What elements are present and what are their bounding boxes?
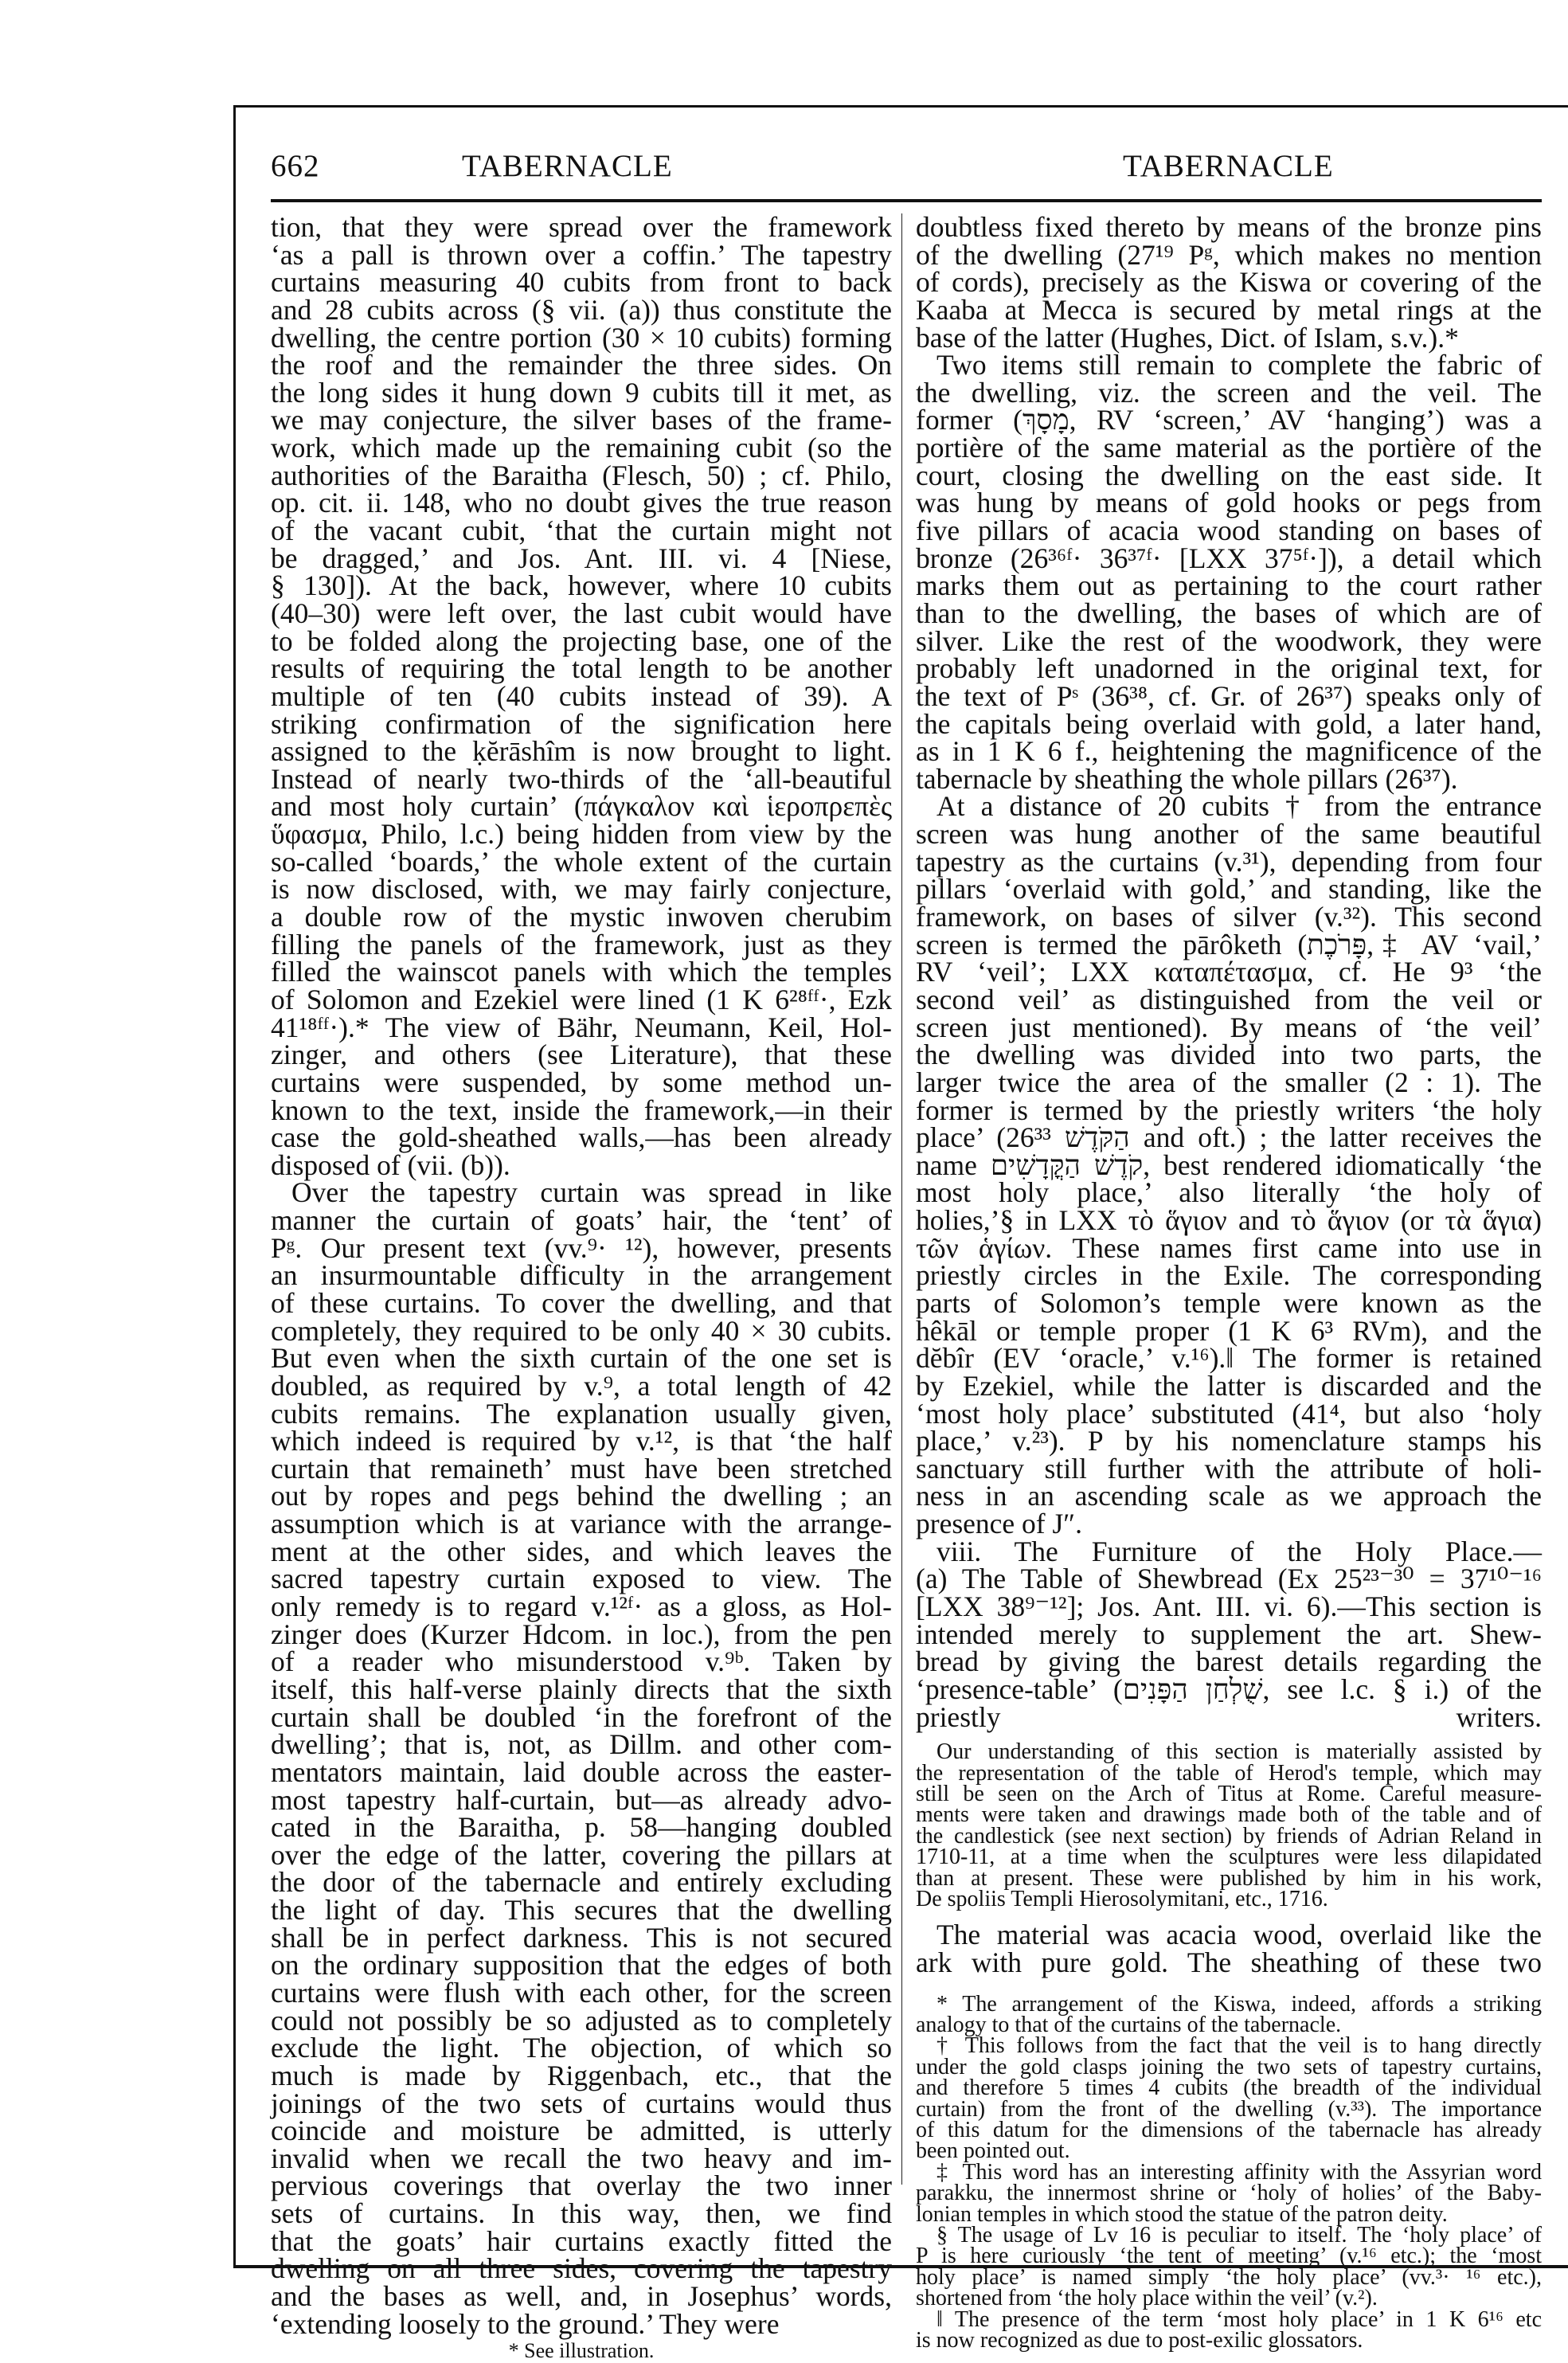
note-line: the representation of the table of Herod's temple, which may — [916, 1760, 1542, 1786]
body-line: dwelling on all three sides, covering the tapestry — [271, 2252, 892, 2285]
body-line: pervious coverings that overlay the two inner — [271, 2169, 892, 2202]
body-line: assigned to the ḳĕrāshîm is now brought to light. — [271, 735, 892, 768]
body-line: known to the text, inside the framework,—in their — [271, 1093, 892, 1126]
body-line: of these curtains. To cover the dwelling, and that — [271, 1286, 892, 1319]
footnote-line: * The arrangement of the Kiswa, indeed, affords a striking — [936, 1991, 1542, 2017]
body-line: results of requiring the total length to be another — [271, 652, 892, 685]
body-line: of a reader who misunderstood v.⁹ᵇ. Taken by — [271, 1645, 892, 1678]
footnote-line: and therefore 5 times 4 cubits (the breadth of the individual — [916, 2075, 1542, 2101]
body-line: as in 1 K 6 f., heightening the magnificence of the — [916, 735, 1542, 768]
body-line: § 130]). At the back, however, where 10 cubits — [271, 569, 892, 602]
footnote-line: holy place’ is named simply ‘the holy place’ (vv.³· ¹⁶ etc.), — [916, 2264, 1542, 2290]
body-line: tapestry as the curtains (v.³¹), depending from four — [916, 845, 1542, 878]
body-line: ‘extending loosely to the ground.’ They were — [271, 2307, 780, 2340]
footnote-line: been pointed out. — [916, 2138, 1070, 2164]
body-line: we may conjecture, the silver bases of the frame- — [271, 404, 892, 436]
body-line: only remedy is to regard v.¹²ᶠ· as a gloss, as Hol- — [271, 1590, 892, 1623]
body-line: ‘presence-table’ (שֻׁלְחַן הַפָּנִים, see l.c. § i.) of the — [916, 1672, 1542, 1705]
body-line: striking confirmation of the signification here — [271, 707, 892, 740]
body-line: priestly writers. — [916, 1700, 1542, 1733]
body-line: screen is termed the pārôketh (פָּרֹכֶת,‡ AV ‘vail,’ — [916, 928, 1542, 960]
body-line: [LXX 38⁹⁻¹²]; Jos. Ant. III. vi. 6).—This section is — [916, 1590, 1542, 1623]
body-line: out by ropes and pegs behind the dwelling ; an — [271, 1480, 892, 1512]
body-line: be dragged,’ and Jos. Ant. III. vi. 4 [Niese, — [271, 542, 892, 574]
body-line: multiple of ten (40 cubits instead of 39). A — [271, 679, 892, 712]
body-line: the dwelling was divided into two parts, the — [916, 1039, 1542, 1071]
body-line: ment at the other sides, and which leaves the — [271, 1535, 892, 1567]
footnotes — [916, 1991, 1542, 2353]
body-line: dwelling, the centre portion (30 × 10 cubits) forming — [271, 321, 892, 354]
body-line: But even when the sixth curtain of the one set is — [271, 1342, 892, 1375]
body-line: op. cit. ii. 148, who no doubt gives the true reason — [271, 487, 892, 519]
footnote-line: ‡ This word has an interesting affinity with the Assyrian word — [936, 2159, 1542, 2185]
body-line: the roof and the remainder the three sides. On — [271, 349, 892, 381]
body-line: doubled, as required by v.⁹, a total length of 42 — [271, 1369, 892, 1402]
body-line: filled the wainscot panels with which the temples — [271, 956, 892, 988]
left-column — [271, 213, 892, 2363]
body-line: ὕφασμα, Philo, l.c.) being hidden from view by the — [271, 818, 892, 851]
body-line: ‘as a pall is thrown over a coffin.’ The tapestry — [271, 238, 892, 271]
body-line: is now disclosed, with, we may fairly conjecture, — [271, 873, 892, 906]
body-line: cated in the Baraitha, p. 58—hanging doubled — [271, 1811, 892, 1844]
body-line: Pᵍ. Our present text (vv.⁹· ¹²), however, presents — [271, 1231, 892, 1264]
body-line: the text of Pˢ (36³⁸, cf. Gr. of 26³⁷) speaks only of — [916, 679, 1542, 712]
body-line: dĕbîr (EV ‘oracle,’ v.¹⁶).‖ The former is retained — [916, 1342, 1542, 1375]
body-line: and 28 cubits across (§ vii. (a)) thus constitute the — [271, 293, 892, 326]
body-line: presence of J″. — [916, 1508, 1082, 1540]
running-title-left: TABERNACLE — [462, 149, 673, 183]
footnote-line: § The usage of Lv 16 is peculiar to itself. The ‘holy place’ of — [936, 2222, 1542, 2248]
body-line: curtain shall be doubled ‘in the forefront of the — [271, 1700, 892, 1733]
body-line: five pillars of acacia wood standing on bases of — [916, 514, 1542, 547]
body-line: disposed of (vii. (b)). — [271, 1148, 510, 1181]
body-line: sanctuary still further with the attribute of holi- — [916, 1452, 1542, 1485]
body-line: tabernacle by sheathing the whole pillars (26³⁷). — [916, 762, 1458, 795]
body-line: over the edge of the latter, covering the pillars at — [271, 1838, 892, 1871]
running-title-right: TABERNACLE — [1123, 149, 1334, 183]
body-line: place,’ v.²³). P by his nomenclature stamps his — [916, 1425, 1542, 1457]
footnote-line: P is here curiously ‘the tent of meeting’ (v.¹⁶ etc.); the ‘most — [916, 2244, 1542, 2269]
body-line: RV ‘veil’; LXX καταπέτασμα, cf. He 9³ ‘the — [916, 956, 1542, 988]
note-line: still be seen on the Arch of Titus at Rome. Careful measure- — [916, 1782, 1542, 1807]
body-line: ness in an ascending scale as we approach the — [916, 1480, 1542, 1512]
body-line: much is made by Riggenbach, etc., that the — [271, 2059, 892, 2091]
footnote-line: curtain) from the front of the dwelling (v.³³). The importance — [916, 2096, 1542, 2122]
body-line: itself, this half-verse plainly directs that the sixth — [271, 1672, 892, 1705]
note-line: De spoliis Templi Hierosolymitani, etc., 1716. — [916, 1886, 1328, 1911]
body-line: probably left unadorned in the original text, for — [916, 652, 1542, 685]
body-line: silver. Like the rest of the woodwork, they were — [916, 624, 1542, 657]
body-line: curtains were suspended, by some method un- — [271, 1066, 892, 1098]
footnote-line: † This follows from the fact that the veil is to hang directly — [936, 2033, 1542, 2059]
body-line: At a distance of 20 cubits † from the entrance — [936, 790, 1542, 823]
body-line: an insurmountable difficulty in the arrangement — [271, 1259, 892, 1292]
body-line: manner the curtain of goats’ hair, the ‘tent’ of — [271, 1204, 892, 1237]
page-number: 662 — [271, 149, 320, 183]
footnote-line: of this datum for the dimensions of the tabernacle has already — [916, 2117, 1542, 2142]
body-line: framework, on bases of silver (v.³²). This second — [916, 901, 1542, 933]
body-line: bronze (26³⁶ᶠ· 36³⁷ᶠ· [LXX 37⁵ᶠ·]), a detail which — [916, 542, 1542, 574]
body-line: the door of the tabernacle and entirely excluding — [271, 1866, 892, 1899]
body-line: the light of day. This secures that the dwelling — [271, 1894, 892, 1927]
body-line: pillars ‘overlaid with gold,’ and standing, like the — [916, 873, 1542, 906]
body-line: The material was acacia wood, overlaid like the — [936, 1919, 1542, 1951]
body-line: bread by giving the barest details regarding the — [916, 1645, 1542, 1678]
body-line: of the vacant cubit, ‘that the curtain might not — [271, 514, 892, 547]
body-line: ‘most holy place’ substituted (41⁴, but also ‘holy — [916, 1397, 1542, 1430]
body-line: Instead of nearly two-thirds of the ‘all-beautiful — [271, 762, 892, 795]
body-line: sets of curtains. In this way, then, we find — [271, 2197, 892, 2230]
footnote-line: is now recognized as due to post-exilic glossators. — [916, 2327, 1363, 2353]
body-line: of cords), precisely as the Kiswa or covering of the — [916, 266, 1542, 299]
body-line: former (מָסָךְ, RV ‘screen,’ AV ‘hanging’) was a — [916, 404, 1542, 436]
body-line: and the bases as well, and, in Josephus’ words, — [271, 2280, 892, 2313]
note-line: ments were taken and drawings made both of the table and of — [916, 1802, 1542, 1828]
body-line: the capitals being overlaid with gold, a later hand, — [916, 707, 1542, 740]
footnote-line: ‖ The presence of the term ‘most holy place’ in 1 K 6¹⁶ etc — [936, 2306, 1542, 2332]
body-line: which indeed is required by v.¹², is that ‘the half — [271, 1425, 892, 1457]
footnote-line: parakku, the innermost shrine or ‘holy of holies’ of the Baby- — [916, 2181, 1542, 2206]
body-line: curtains measuring 40 cubits from front to back — [271, 266, 892, 299]
body-line: 41¹⁸ᶠᶠ·).* The view of Bähr, Neumann, Keil, Hol- — [271, 1011, 892, 1043]
body-line: portière of the same material as the portière of the — [916, 432, 1542, 464]
body-line: of Solomon and Ezekiel were lined (1 K 6²⁸ᶠᶠ·, Ezk — [271, 983, 892, 1015]
column-divider — [901, 213, 902, 2185]
body-line: the long sides it hung down 9 cubits till it met, as — [271, 376, 892, 409]
body-line: a double row of the mystic inwoven cherubim — [271, 901, 892, 933]
right-column — [916, 213, 1542, 2351]
note-line: 1710-11, at a time when the sculptures were less dilapidated — [916, 1845, 1542, 1870]
body-line: mentators maintain, laid double across the easter- — [271, 1755, 892, 1788]
body-line: zinger does (Kurzer Hdcom. in loc.), from the pen — [271, 1618, 892, 1650]
footnote-line: under the gold clasps joining the two sets of tapestry curtains, — [916, 2054, 1542, 2079]
body-line: hêkāl or temple proper (1 K 6³ RVm), and the — [916, 1314, 1542, 1347]
footnote-line: shortened from ‘the holy place within the veil’ (v.²). — [916, 2286, 1378, 2311]
body-line: second veil’ as distinguished from the veil or — [916, 983, 1542, 1015]
body-line: ark with pure gold. The sheathing of these two — [916, 1946, 1542, 1978]
header-rule — [271, 199, 1542, 202]
body-line: invalid when we recall the two heavy and im- — [271, 2142, 892, 2174]
footnote-line: lonian temples in which stood the statue of the patron deity. — [916, 2201, 1448, 2227]
body-line: (40–30) were left over, the last cubit would have — [271, 597, 892, 629]
body-line: base of the latter (Hughes, Dict. of Islam, s.v.).* — [916, 321, 1459, 354]
small-print-note — [916, 1739, 1542, 1911]
body-line: case the gold-sheathed walls,—has been already — [271, 1121, 892, 1154]
body-line: on the ordinary supposition that the edges of both — [271, 1949, 892, 1982]
body-line: work, which made up the remaining cubit (so the — [271, 432, 892, 464]
body-line: (a) The Table of Shewbread (Ex 25²³⁻³⁰ = 37¹⁰⁻¹⁶ — [916, 1563, 1542, 1595]
body-line: place’ (הַקֹּדֶשׁ 26³³ and oft.) ; the latter receives the — [916, 1121, 1542, 1154]
body-line: cubits remains. The explanation usually given, — [271, 1397, 892, 1430]
body-line: holies,’§ in LXX τὸ ἅγιον and τὸ ἅγιον (or τὰ ἅγια) — [916, 1204, 1542, 1237]
body-line: doubtless fixed thereto by means of the bronze pins — [916, 211, 1542, 243]
body-line: and most holy curtain’ (πάγκαλον καὶ ἱεροπρεπὲς — [271, 790, 892, 823]
body-line: larger twice the area of the smaller (2 : 1). The — [916, 1066, 1542, 1098]
body-line: viii. The Furniture of the Holy Place.— — [936, 1535, 1542, 1567]
body-line: was hung by means of gold hooks or pegs from — [916, 487, 1542, 519]
body-line: Kaaba at Mecca is secured by metal rings at the — [916, 293, 1542, 326]
note-line: Our understanding of this section is materially assisted by — [936, 1739, 1542, 1765]
body-line: than to the dwelling, the bases of which are of — [916, 597, 1542, 629]
footnote-line: analogy to that of the curtains of the tabernacle. — [916, 2013, 1342, 2038]
note-line: the candlestick (see next section) by friends of Adrian Reland in — [916, 1823, 1542, 1849]
body-line: exclude the light. The objection, of which so — [271, 2032, 892, 2064]
body-line: parts of Solomon’s temple were known as the — [916, 1286, 1542, 1319]
body-line: so-called ‘boards,’ the whole extent of the curtain — [271, 845, 892, 878]
body-line: court, closing the dwelling on the east side. It — [916, 459, 1542, 491]
body-line: could not possibly be so adjusted as to completely — [271, 2004, 892, 2036]
body-line: of the dwelling (27¹⁹ Pᵍ, which makes no mention — [916, 238, 1542, 271]
running-header — [0, 148, 1568, 188]
body-line: assumption which is at variance with the arrange- — [271, 1508, 892, 1540]
footnote-see-illustration: * See illustration. — [508, 2339, 655, 2363]
body-line: marks them out as pertaining to the court rather — [916, 569, 1542, 602]
body-line: dwelling’; that is, not, as Dillm. and other com- — [271, 1728, 892, 1761]
body-line: former is termed by the priestly writers ‘the holy — [916, 1093, 1542, 1126]
body-line: screen just mentioned). By means of ‘the veil’ — [916, 1011, 1542, 1043]
body-line: joinings of the two sets of curtains would thus — [271, 2087, 892, 2119]
body-line: sacred tapestry curtain exposed to view. The — [271, 1563, 892, 1595]
body-line: zinger, and others (see Literature), that these — [271, 1039, 892, 1071]
body-line: tion, that they were spread over the framework — [271, 211, 892, 243]
body-line: to be folded along the projecting base, one of the — [271, 624, 892, 657]
body-line: Two items still remain to complete the fabric of — [936, 349, 1542, 381]
body-line: authorities of the Baraitha (Flesch, 50) ; cf. Philo, — [271, 459, 892, 491]
body-line: curtains were flush with each other, for the screen — [271, 1977, 892, 2009]
body-line: completely, they required to be only 40 × 30 cubits. — [271, 1314, 892, 1347]
body-line: screen was hung another of the same beautiful — [916, 818, 1542, 851]
body-line: shall be in perfect darkness. This is not secured — [271, 1921, 892, 1954]
note-line: than at present. These were published by him in his work, — [916, 1865, 1542, 1891]
body-line: priestly circles in the Exile. The corresponding — [916, 1259, 1542, 1292]
body-line: curtain that remaineth’ must have been stretched — [271, 1452, 892, 1485]
body-line: name קֹדֶשׁ הַקֳּדָשִׁים, best rendered idiomatically ‘the — [916, 1148, 1542, 1181]
body-line: filling the panels of the framework, just as they — [271, 928, 892, 960]
body-line: by Ezekiel, while the latter is discarded and the — [916, 1369, 1542, 1402]
body-line: coincide and moisture be admitted, is utterly — [271, 2115, 892, 2147]
body-line: Over the tapestry curtain was spread in like — [291, 1176, 892, 1209]
body-line: intended merely to supplement the art. Shew- — [916, 1618, 1542, 1650]
body-line: most tapestry half-curtain, but—as already advo- — [271, 1783, 892, 1816]
body-line: most holy place,’ also literally ‘the holy of — [916, 1176, 1542, 1209]
body-line: that the goats’ hair curtains exactly fitted the — [271, 2224, 892, 2257]
body-line: τῶν ἁγίων. These names first came into use in — [916, 1231, 1542, 1264]
body-line: the dwelling, viz. the screen and the veil. The — [916, 376, 1542, 409]
